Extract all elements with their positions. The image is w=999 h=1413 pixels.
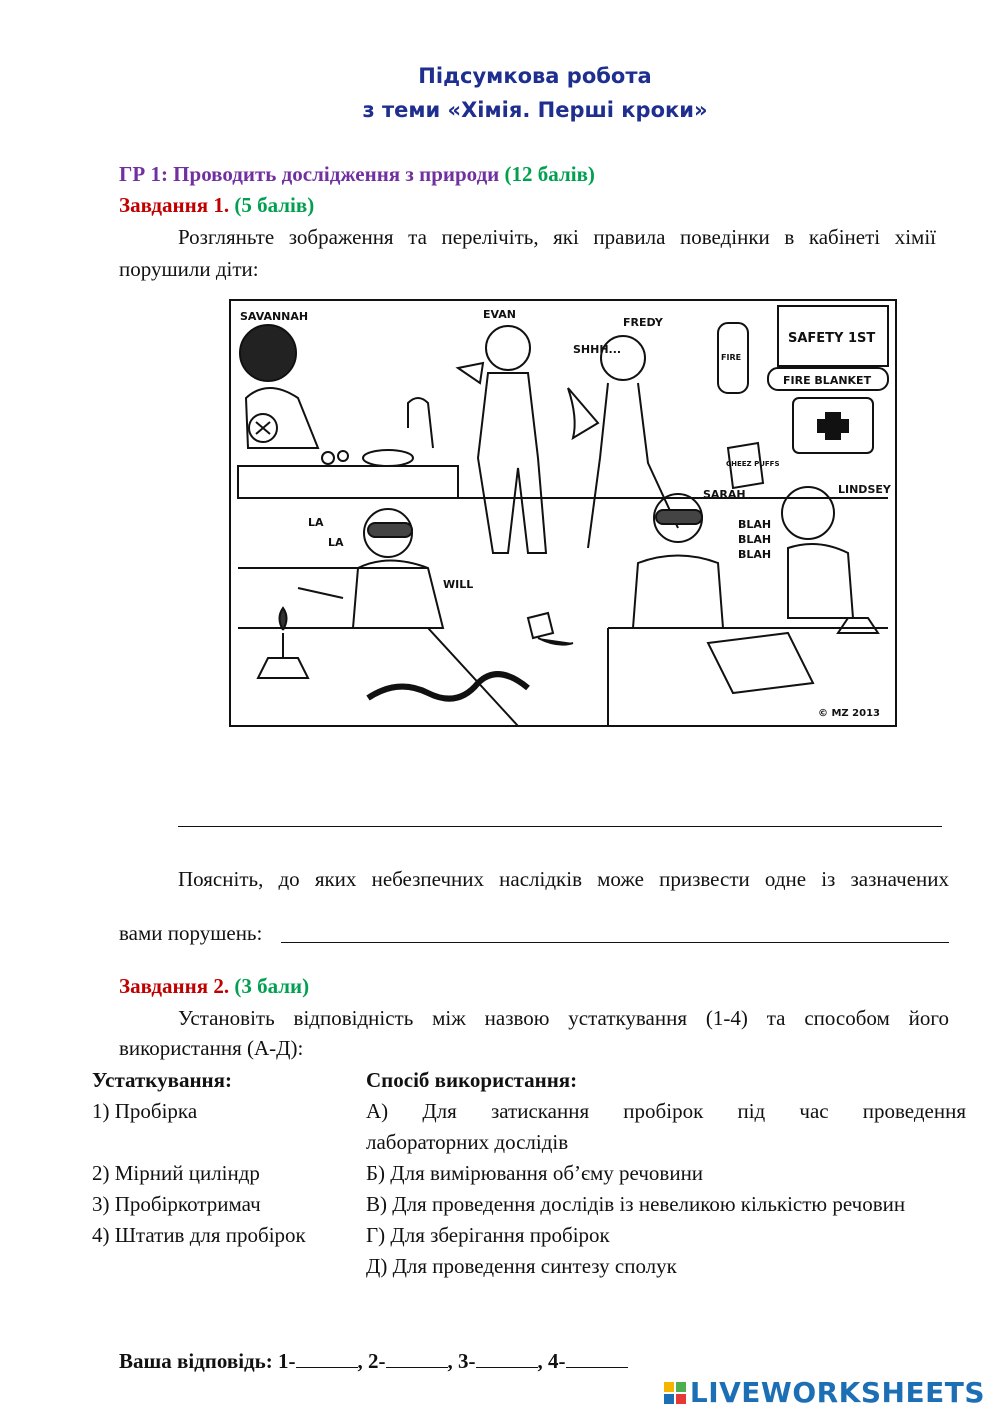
group-label: ГР 1: Проводить дослідження з природи (119, 162, 500, 186)
cheesy-puffs-text: CHEEZ PUFFS (726, 460, 780, 468)
savannah-head (240, 325, 296, 381)
illustration-frame (230, 300, 896, 726)
group-heading (119, 161, 595, 187)
fire-blanket-text: FIRE BLANKET (783, 374, 872, 387)
speech-la-2: LA (328, 536, 344, 549)
task2-label: Завдання 2. (119, 974, 230, 998)
answer-blank-1[interactable] (296, 1349, 358, 1368)
task1-explain-line-2: вами порушень: (119, 921, 263, 945)
bunsen-burner (258, 658, 308, 678)
safety-sign-text: SAFETY 1ST (788, 331, 876, 346)
answer-row (119, 1348, 628, 1374)
usage-option-v: В) Для проведення дослідів із невеликою кількістю речовин (366, 1192, 906, 1216)
speech-blah-3: BLAH (738, 548, 772, 561)
speech-la-1: LA (308, 516, 324, 529)
equipment-item-3: 3) Пробіркотримач (92, 1192, 261, 1216)
name-fredy: FREDY (623, 316, 663, 329)
task1-explain-line-1: Поясніть, до яких небезпечних наслідків може призвести одне із зазначених (178, 867, 949, 891)
name-lindsey: LINDSEY (838, 483, 891, 496)
task1-text-line-1: Розгляньте зображення та перелічіть, які правила поведінки в кабінеті хімії (178, 225, 936, 249)
equipment-item-2: 2) Мірний циліндр (92, 1161, 260, 1185)
equipment-column-header: Устаткування: (92, 1068, 233, 1092)
snake (368, 674, 528, 699)
usage-option-b: Б) Для вимірювання об’єму речовини (366, 1161, 704, 1185)
page-title-line-2: з теми «Хімія. Перші кроки» (362, 98, 708, 122)
answer-blank-2[interactable] (386, 1349, 448, 1368)
answer-label: Ваша відповідь: (119, 1349, 273, 1373)
name-will: WILL (443, 578, 474, 591)
name-evan: EVAN (483, 308, 516, 321)
dissection-tray (708, 633, 813, 693)
fire-extinguisher-text: FIRE (721, 353, 742, 362)
answer-key-4: , 4- (537, 1349, 566, 1373)
task1-explain-answer[interactable] (281, 922, 949, 943)
usage-option-a-line-1: А) Для затискання пробірок під час проведення (366, 1099, 966, 1123)
liveworksheets-brand: LIVEWORKSHEETS (689, 1376, 985, 1409)
usage-option-a-line-2: лабораторних дослідів (366, 1130, 569, 1154)
lab-safety-illustration (228, 298, 898, 728)
task2-text-line-1: Установіть відповідність між назвою устаткування (1-4) та способом його (178, 1006, 949, 1030)
task2-heading (119, 973, 309, 999)
name-savannah: SAVANNAH (240, 310, 309, 323)
group-points: (12 балів) (504, 162, 595, 186)
answer-blank-3[interactable] (476, 1349, 538, 1368)
task1-text-line-2: порушили діти: (119, 257, 259, 281)
task1-label: Завдання 1. (119, 193, 230, 217)
usage-column-header: Спосіб використання: (366, 1068, 578, 1092)
task2-text-line-2: використання (А-Д): (119, 1036, 304, 1060)
page-title-line-1: Підсумкова робота (418, 64, 652, 88)
lindsey-head (782, 487, 834, 539)
speech-blah-2: BLAH (738, 533, 772, 546)
task1-points: (5 балів) (234, 193, 315, 217)
answer-key-1: 1- (278, 1349, 296, 1373)
answer-blank-4[interactable] (566, 1349, 628, 1368)
name-sarah: SARAH (703, 488, 746, 501)
equipment-item-4: 4) Штатив для пробірок (92, 1223, 306, 1247)
liveworksheets-logo-icon (664, 1382, 686, 1404)
evan-head (486, 326, 530, 370)
liveworksheets-logo[interactable] (664, 1376, 985, 1409)
answer-key-3: , 3- (447, 1349, 476, 1373)
answer-key-2: , 2- (357, 1349, 386, 1373)
usage-option-g: Г) Для зберігання пробірок (366, 1223, 610, 1247)
task1-answer-line[interactable] (178, 806, 942, 827)
speech-blah-1: BLAH (738, 518, 772, 531)
usage-option-d: Д) Для проведення синтезу сполук (366, 1254, 677, 1278)
task1-heading (119, 192, 314, 218)
equipment-item-1: 1) Пробірка (92, 1099, 198, 1123)
speech-shhh: SHHH... (573, 343, 622, 356)
copyright-text: © MZ 2013 (818, 708, 880, 719)
task2-points: (3 бали) (234, 974, 310, 998)
